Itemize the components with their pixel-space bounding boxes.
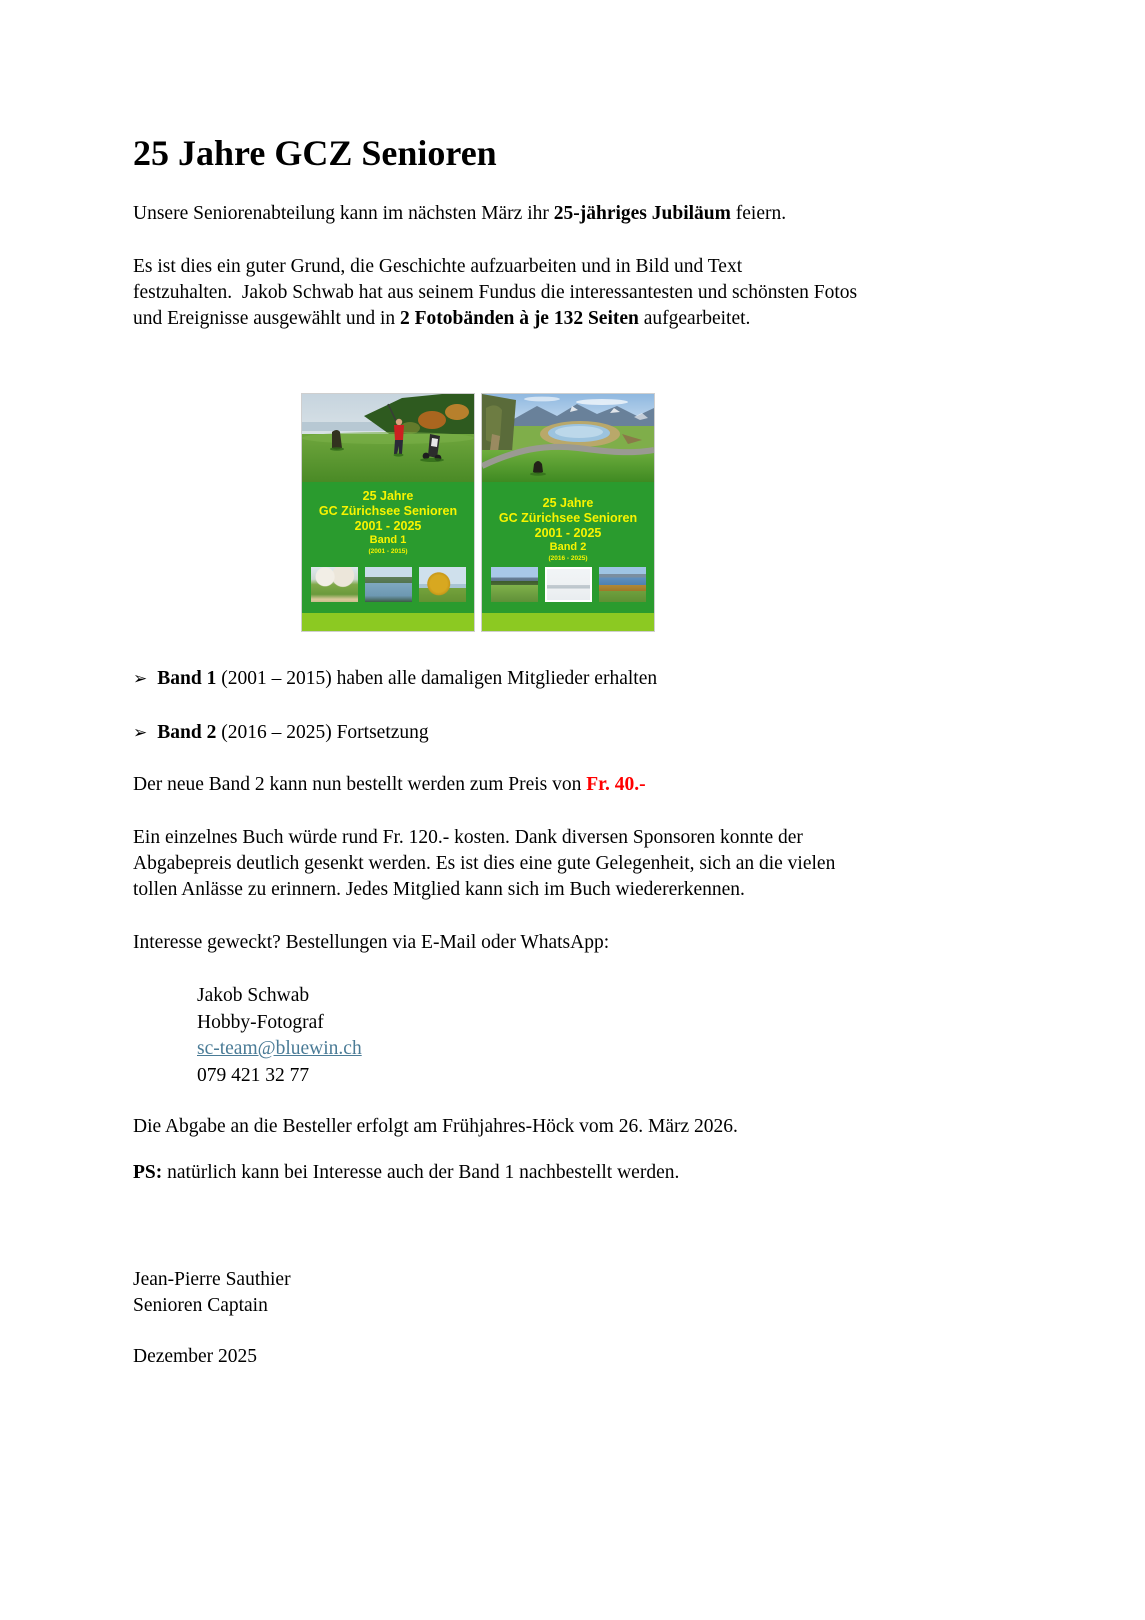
bullet-band1-bold: Band 1: [157, 668, 217, 689]
band1-label: Band 1: [369, 534, 407, 546]
book-covers: [301, 393, 969, 632]
band1-years: (2001 - 2015): [368, 548, 408, 555]
bullet-band1-rest: (2001 – 2015) haben alle damaligen Mitglieder erhalten: [216, 668, 658, 689]
band1-title-line3: 2001 - 2025: [354, 519, 422, 533]
band1-cover-text: [302, 482, 474, 613]
background-bold-fotobaende: 2 Fotobänden à je 132 Seiten: [400, 308, 639, 329]
band-bullet-list: [133, 666, 969, 746]
sponsors-line-1: Ein einzelnes Buch würde rund Fr. 120.- kosten. Dank diversen Sponsoren konnte der: [133, 827, 803, 848]
background-line-3: [133, 306, 969, 332]
intro-text-end: feiern.: [730, 203, 787, 224]
ps-bold: PS:: [133, 1162, 163, 1183]
band1-thumb-spring-photo: [311, 567, 358, 602]
arrowhead-bullet-icon: ➢: [133, 669, 148, 689]
bullet-band2-bold: Band 2: [157, 722, 217, 743]
band2-thumb-winter-photo: [545, 567, 592, 602]
arrowhead-bullet-icon: ➢: [133, 723, 148, 743]
price-value: Fr. 40.-: [586, 774, 646, 795]
band2-label: Band 2: [549, 541, 587, 553]
signature-block: [133, 1267, 969, 1319]
bullet-band1-text: [157, 666, 657, 692]
band2-thumb-autumn-lake-photo: [599, 567, 646, 602]
golf-course-pond-photo: [482, 394, 654, 482]
band1-cover: [301, 393, 475, 632]
sponsors-paragraph: [133, 825, 969, 903]
band1-title-line2: GC Zürichsee Senioren: [318, 504, 458, 518]
band2-cover-text: [482, 482, 654, 613]
contact-name: Jakob Schwab: [197, 985, 310, 1006]
intro-paragraph: [133, 201, 969, 227]
band1-thumb-lake-photo: [365, 567, 412, 602]
contact-block: [197, 983, 969, 1089]
email-link[interactable]: sc-team@bluewin.ch: [197, 1038, 362, 1059]
bullet-band2-text: [157, 720, 428, 746]
band2-title-line1: 25 Jahre: [542, 496, 594, 510]
golfer-swing-photo: [302, 394, 474, 482]
background-line-2: festzuhalten. Jakob Schwab hat aus seinem Fundus die interessantesten und schönsten Fotos: [133, 282, 858, 303]
band2-title-line3: 2001 - 2025: [534, 526, 602, 540]
band1-thumbnails: [311, 567, 466, 602]
background-line3-pre: und Ereignisse ausgewählt und in: [133, 308, 400, 329]
intro-text: Unsere Seniorenabteilung kann im nächsten März ihr: [133, 203, 554, 224]
signature-role: Senioren Captain: [133, 1295, 268, 1316]
band2-thumb-panorama-photo: [491, 567, 538, 602]
bullet-band2: [133, 720, 969, 746]
signature-name: Jean-Pierre Sauthier: [133, 1269, 291, 1290]
ps-rest: natürlich kann bei Interesse auch der Band 1 nachbestellt werden.: [162, 1162, 680, 1183]
band2-cover-photo: [482, 394, 654, 482]
contact-phone: 079 421 32 77: [197, 1064, 310, 1086]
band1-cover-photo: [302, 394, 474, 482]
ps-paragraph: [133, 1160, 969, 1186]
sponsors-line-2: Abgabepreis deutlich gesenkt werden. Es ist dies eine gute Gelegenheit, sich an die vielen: [133, 853, 836, 874]
order-text: Der neue Band 2 kann nun bestellt werden zum Preis von: [133, 774, 587, 795]
band2-cover: [481, 393, 655, 632]
band2-cover-stripe: [482, 613, 654, 631]
sponsors-line-3: tollen Anlässe zu erinnern. Jedes Mitglied kann sich im Buch wiedererkennen.: [133, 879, 745, 900]
band2-title-line2: GC Zürichsee Senioren: [498, 511, 638, 525]
background-line3-post: aufgearbeitet.: [638, 308, 751, 329]
contact-role: Hobby-Fotograf: [197, 1011, 324, 1033]
intro-bold-jubilaeum: 25-jähriges Jubiläum: [553, 203, 731, 224]
band1-thumb-autumn-tree-photo: [419, 567, 466, 602]
date-line: Dezember 2025: [133, 1346, 257, 1367]
delivery-paragraph: Die Abgabe an die Besteller erfolgt am Frühjahres-Höck vom 26. März 2026.: [133, 1116, 738, 1137]
band1-cover-stripe: [302, 613, 474, 631]
band1-title-line1: 25 Jahre: [362, 489, 414, 503]
band2-thumbnails: [491, 567, 646, 602]
interest-paragraph: Interesse geweckt? Bestellungen via E-Mail oder WhatsApp:: [133, 932, 610, 953]
background-line-1: Es ist dies ein guter Grund, die Geschichte aufzuarbeiten und in Bild und Text: [133, 256, 743, 277]
order-paragraph: [133, 772, 969, 798]
bullet-band1: [133, 666, 969, 692]
band2-years: (2016 - 2025): [548, 555, 588, 562]
background-paragraph: [133, 254, 969, 332]
bullet-band2-rest: (2016 – 2025) Fortsetzung: [216, 722, 429, 743]
page-title: 25 Jahre GCZ Senioren: [133, 133, 497, 173]
